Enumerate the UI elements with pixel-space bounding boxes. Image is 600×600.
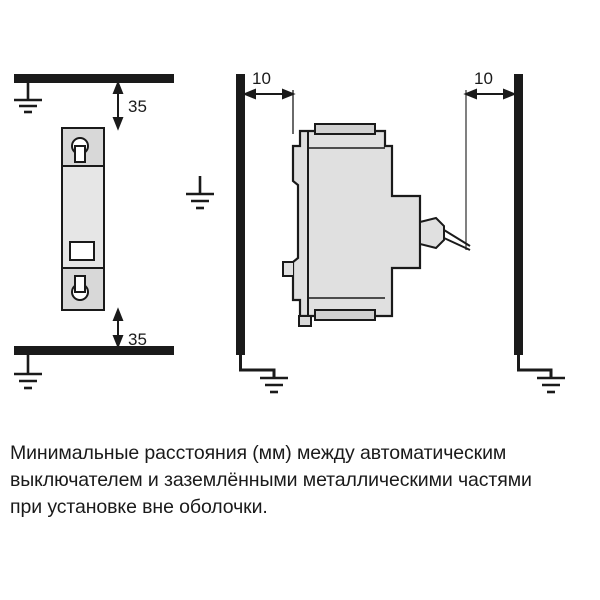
dimension-right-10 (466, 90, 514, 250)
caption-line-2: выключателем и заземлёнными металлическими частями (10, 469, 532, 491)
side-left-barrier (236, 74, 245, 355)
side-right-barrier (514, 74, 523, 355)
dimension-top-35 (114, 83, 122, 128)
dimension-top-label: 35 (128, 97, 147, 116)
earth-icon-mid-bottom (260, 378, 288, 392)
earth-icon-right-bottom (537, 378, 565, 392)
breaker-front-view (62, 128, 104, 310)
caption-line-3: при установке вне оболочки. (10, 496, 268, 518)
dimension-right-label: 10 (474, 69, 493, 88)
dimension-bottom-35 (114, 310, 122, 346)
dimension-left-10 (245, 90, 293, 134)
earth-icon-left-top (14, 83, 42, 112)
caption-line-1: Минимальные расстояния (мм) между автоматическим (10, 442, 507, 464)
dimension-left-label: 10 (252, 69, 271, 88)
earth-icon-left-bottom (14, 355, 42, 388)
side-left-barrier-foot (241, 355, 275, 378)
left-bottom-barrier (14, 346, 174, 355)
figure-caption (10, 440, 590, 521)
side-right-barrier-foot (519, 355, 552, 378)
breaker-side-view (283, 124, 470, 326)
left-top-barrier (14, 74, 174, 83)
earth-icon-mid-left (186, 176, 214, 208)
dimension-bottom-label: 35 (128, 330, 147, 349)
